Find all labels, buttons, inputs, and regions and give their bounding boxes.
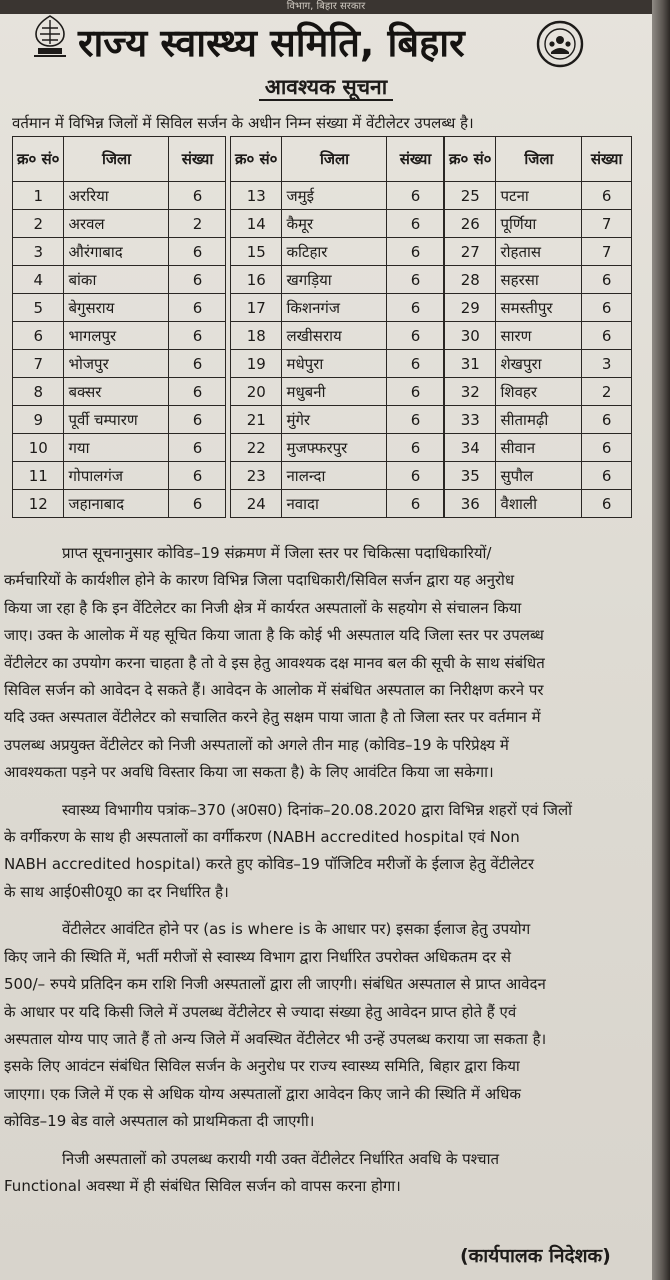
count-cell: 6 bbox=[582, 490, 632, 518]
serial-number-cell: 29 bbox=[445, 294, 496, 322]
paragraph-line: वेंटीलेटर आवंटित होने पर (as is where is के आधार पर) इसका ईलाज हेतु उपयोग bbox=[62, 920, 531, 939]
serial-number-cell: 5 bbox=[13, 294, 64, 322]
paragraph bbox=[0, 1146, 652, 1201]
table-row bbox=[231, 322, 444, 350]
serial-number-cell: 14 bbox=[231, 210, 282, 238]
serial-number-cell: 17 bbox=[231, 294, 282, 322]
table-row bbox=[13, 406, 226, 434]
serial-number-cell: 8 bbox=[13, 378, 64, 406]
col-header-count: संख्या bbox=[582, 137, 632, 182]
district-cell: नवादा bbox=[282, 490, 387, 518]
serial-number-cell: 4 bbox=[13, 266, 64, 294]
count-cell: 6 bbox=[582, 434, 632, 462]
district-cell: बांका bbox=[64, 266, 169, 294]
paragraph bbox=[0, 797, 652, 907]
serial-number-cell: 13 bbox=[231, 182, 282, 210]
table-row bbox=[445, 350, 632, 378]
paragraph-line: Functional अवस्था में ही संबंधित सिविल सर्जन को वापस करना होगा। bbox=[4, 1176, 401, 1195]
paragraph-line: सिविल सर्जन को आवेदन दे सकते हैं। आवेदन के आलोक में संबंधित अस्पताल का निरीक्षण करने पर bbox=[4, 681, 544, 700]
district-cell: खगड़िया bbox=[282, 266, 387, 294]
paragraph-line: NABH accredited hospital) करते हुए कोविड–19 पॉजिटिव मरीजों के ईलाज हेतु वेंटीलेटर bbox=[4, 855, 535, 874]
serial-number-cell: 2 bbox=[13, 210, 64, 238]
count-cell: 6 bbox=[387, 210, 444, 238]
district-cell: मुंगेर bbox=[282, 406, 387, 434]
district-cell: शिवहर bbox=[496, 378, 582, 406]
col-header-serial: क्र० सं० bbox=[13, 137, 64, 182]
district-cell: अरवल bbox=[64, 210, 169, 238]
count-cell: 6 bbox=[387, 406, 444, 434]
serial-number-cell: 23 bbox=[231, 462, 282, 490]
count-cell: 6 bbox=[387, 462, 444, 490]
col-header-district: जिला bbox=[64, 137, 169, 182]
table-row bbox=[231, 294, 444, 322]
paragraph-line: यदि उक्त अस्पताल वेंटीलेटर को सचालित करने हेतु सक्षम पाया जाता है तो जिला स्तर पर वर्तमान में bbox=[4, 708, 541, 727]
district-cell: भागलपुर bbox=[64, 322, 169, 350]
district-cell: शेखपुरा bbox=[496, 350, 582, 378]
serial-number-cell: 35 bbox=[445, 462, 496, 490]
header bbox=[0, 14, 652, 76]
count-cell: 6 bbox=[582, 182, 632, 210]
district-cell: कैमूर bbox=[282, 210, 387, 238]
district-cell: कटिहार bbox=[282, 238, 387, 266]
district-cell: सारण bbox=[496, 322, 582, 350]
page-edge-shadow bbox=[652, 0, 670, 1280]
top-bar: विभाग, बिहार सरकार bbox=[0, 0, 652, 14]
count-cell: 6 bbox=[169, 462, 226, 490]
district-cell: औरंगाबाद bbox=[64, 238, 169, 266]
district-cell: सहरसा bbox=[496, 266, 582, 294]
table-row bbox=[13, 378, 226, 406]
district-cell: सीवान bbox=[496, 434, 582, 462]
table-row bbox=[231, 210, 444, 238]
paragraph-line: के आधार पर यदि किसी जिले में उपलब्ध वेंटीलेटर से ज्यादा संख्या हेतु आवेदन प्राप्त होते हैं एवं bbox=[4, 1002, 517, 1021]
serial-number-cell: 16 bbox=[231, 266, 282, 294]
ventilator-tables bbox=[12, 136, 632, 532]
district-cell: सीतामढ़ी bbox=[496, 406, 582, 434]
serial-number-cell: 3 bbox=[13, 238, 64, 266]
count-cell: 6 bbox=[387, 378, 444, 406]
count-cell: 6 bbox=[387, 322, 444, 350]
serial-number-cell: 25 bbox=[445, 182, 496, 210]
col-header-serial: क्र० सं० bbox=[231, 137, 282, 182]
count-cell: 7 bbox=[582, 210, 632, 238]
count-cell: 6 bbox=[169, 490, 226, 518]
serial-number-cell: 19 bbox=[231, 350, 282, 378]
table-row bbox=[13, 238, 226, 266]
table-header-row bbox=[231, 137, 444, 182]
notice-heading bbox=[0, 74, 652, 100]
serial-number-cell: 15 bbox=[231, 238, 282, 266]
table-row bbox=[231, 434, 444, 462]
district-cell: जहानाबाद bbox=[64, 490, 169, 518]
table-row bbox=[231, 350, 444, 378]
count-cell: 3 bbox=[582, 350, 632, 378]
paragraph bbox=[0, 916, 652, 1135]
table-row bbox=[445, 266, 632, 294]
table-row bbox=[231, 266, 444, 294]
district-cell: गया bbox=[64, 434, 169, 462]
serial-number-cell: 6 bbox=[13, 322, 64, 350]
count-cell: 2 bbox=[169, 210, 226, 238]
paragraph-line: वेंटीलेटर का उपयोग करना चाहता है तो वे इस हेतु आवश्यक दक्ष मानव बल की सूची के साथ संबंधित bbox=[4, 653, 545, 672]
district-table-2 bbox=[230, 136, 444, 518]
count-cell: 6 bbox=[169, 350, 226, 378]
serial-number-cell: 7 bbox=[13, 350, 64, 378]
count-cell: 6 bbox=[387, 490, 444, 518]
district-cell: सुपौल bbox=[496, 462, 582, 490]
paragraph-line: आवश्यकता पड़ने पर अवधि विस्तार किया जा सकता है) के लिए आवंटित किया जा सकेगा। bbox=[4, 763, 494, 782]
notice-heading-text: आवश्यक सूचना bbox=[259, 75, 393, 101]
district-cell: समस्तीपुर bbox=[496, 294, 582, 322]
serial-number-cell: 36 bbox=[445, 490, 496, 518]
table-row bbox=[445, 490, 632, 518]
table-row bbox=[231, 490, 444, 518]
table-row bbox=[13, 266, 226, 294]
table-row bbox=[445, 322, 632, 350]
table-row bbox=[445, 294, 632, 322]
count-cell: 6 bbox=[387, 434, 444, 462]
count-cell: 6 bbox=[169, 406, 226, 434]
paragraph-line: प्राप्त सूचनानुसार कोविड–19 संक्रमण में जिला स्तर पर चिकित्सा पदाधिकारियों/ bbox=[62, 544, 492, 562]
count-cell: 6 bbox=[582, 406, 632, 434]
table-row bbox=[445, 210, 632, 238]
district-cell: अररिया bbox=[64, 182, 169, 210]
district-cell: वैशाली bbox=[496, 490, 582, 518]
table-row bbox=[13, 294, 226, 322]
district-cell: भोजपुर bbox=[64, 350, 169, 378]
count-cell: 6 bbox=[169, 378, 226, 406]
serial-number-cell: 28 bbox=[445, 266, 496, 294]
district-cell: मधेपुरा bbox=[282, 350, 387, 378]
table-row bbox=[13, 182, 226, 210]
table-row bbox=[13, 350, 226, 378]
count-cell: 6 bbox=[169, 266, 226, 294]
district-cell: नालन्दा bbox=[282, 462, 387, 490]
count-cell: 6 bbox=[169, 294, 226, 322]
count-cell: 6 bbox=[169, 182, 226, 210]
table-row bbox=[445, 434, 632, 462]
count-cell: 6 bbox=[582, 462, 632, 490]
serial-number-cell: 9 bbox=[13, 406, 64, 434]
paragraph-line: उपलब्ध अप्रयुक्त वेंटीलेटर को निजी अस्पतालों को अगले तीन माह (कोविड–19 के परिप्रेक्ष्य में bbox=[4, 735, 509, 754]
table-row bbox=[231, 378, 444, 406]
count-cell: 6 bbox=[387, 238, 444, 266]
serial-number-cell: 18 bbox=[231, 322, 282, 350]
count-cell: 6 bbox=[387, 294, 444, 322]
paragraph-line: निजी अस्पतालों को उपलब्ध करायी गयी उक्त वेंटीलेटर निर्धारित अवधि के पश्चात bbox=[62, 1149, 500, 1168]
district-table-3 bbox=[444, 136, 632, 518]
district-cell: गोपालगंज bbox=[64, 462, 169, 490]
count-cell: 6 bbox=[169, 322, 226, 350]
district-cell: रोहतास bbox=[496, 238, 582, 266]
serial-number-cell: 11 bbox=[13, 462, 64, 490]
table-header-row bbox=[445, 137, 632, 182]
table-row bbox=[231, 462, 444, 490]
intro-text: वर्तमान में विभिन्न जिलों में सिविल सर्जन के अधीन निम्न संख्या में वेंटीलेटर उपलब्ध है। bbox=[12, 114, 474, 132]
table-row bbox=[13, 490, 226, 518]
serial-number-cell: 31 bbox=[445, 350, 496, 378]
state-health-society-logo-icon bbox=[536, 20, 584, 68]
paragraph-line: कोविड–19 बेड वाले अस्पताल को प्राथमिकता दी जाएगी। bbox=[4, 1112, 315, 1131]
table-row bbox=[13, 434, 226, 462]
serial-number-cell: 24 bbox=[231, 490, 282, 518]
district-cell: लखीसराय bbox=[282, 322, 387, 350]
paragraph-line: अस्पताल योग्य पाए जाते हैं तो अन्य जिले में अवस्थित वेंटीलेटर भी उन्हें उपलब्ध कराया जा सकता है। bbox=[4, 1029, 547, 1048]
table-row bbox=[13, 322, 226, 350]
paragraph-line: जाएगा। एक जिले में एक से अधिक योग्य अस्पतालों द्वारा आवेदन किए जाने की स्थिति में अधिक bbox=[4, 1084, 521, 1103]
district-cell: जमुई bbox=[282, 182, 387, 210]
table-row bbox=[231, 238, 444, 266]
count-cell: 6 bbox=[387, 182, 444, 210]
count-cell: 6 bbox=[387, 266, 444, 294]
table-row bbox=[13, 210, 226, 238]
count-cell: 7 bbox=[582, 238, 632, 266]
paragraph-line: किया जा रहा है कि इन वेंटिलेटर का निजी क्षेत्र में कार्यरत अस्पतालों के सहयोग से संचालन किया bbox=[4, 598, 522, 617]
serial-number-cell: 34 bbox=[445, 434, 496, 462]
paragraph-line: जाए। उक्त के आलोक में यह सूचित किया जाता है कि कोई भी अस्पताल यदि जिला स्तर पर उपलब्ध bbox=[4, 626, 544, 645]
district-table-1 bbox=[12, 136, 226, 518]
count-cell: 6 bbox=[169, 238, 226, 266]
serial-number-cell: 12 bbox=[13, 490, 64, 518]
table-row bbox=[445, 378, 632, 406]
paragraph-line: 500/– रुपये प्रतिदिन कम राशि निजी अस्पतालों द्वारा ली जाएगी। संबंधित अस्पताल से प्राप्त आवेदन bbox=[4, 975, 546, 994]
serial-number-cell: 20 bbox=[231, 378, 282, 406]
page-title: राज्य स्वास्थ्य समिति, बिहार bbox=[78, 21, 465, 65]
count-cell: 6 bbox=[582, 322, 632, 350]
serial-number-cell: 32 bbox=[445, 378, 496, 406]
paragraph-line: इसके लिए आवंटन संबंधित सिविल सर्जन के अनुरोध पर राज्य स्वास्थ्य समिति, बिहार द्वारा किया bbox=[4, 1057, 520, 1076]
serial-number-cell: 1 bbox=[13, 182, 64, 210]
paragraph-line: के साथ आई0सी0यू0 का दर निर्धारित है। bbox=[4, 882, 229, 901]
count-cell: 6 bbox=[387, 350, 444, 378]
paragraph-line: कर्मचारियों के कार्यशील होने के कारण विभिन्न जिला पदाधिकारी/सिविल सर्जन द्वारा यह अनुरोध bbox=[4, 571, 515, 590]
table-row bbox=[13, 462, 226, 490]
serial-number-cell: 10 bbox=[13, 434, 64, 462]
paragraph bbox=[0, 540, 652, 787]
serial-number-cell: 26 bbox=[445, 210, 496, 238]
count-cell: 6 bbox=[582, 294, 632, 322]
notice-body bbox=[0, 540, 652, 1200]
serial-number-cell: 33 bbox=[445, 406, 496, 434]
table-row bbox=[445, 462, 632, 490]
serial-number-cell: 22 bbox=[231, 434, 282, 462]
district-cell: बक्सर bbox=[64, 378, 169, 406]
paragraph-line: के वर्गीकरण के साथ ही अस्पतालों का वर्गीकरण (NABH accredited hospital एवं Non bbox=[4, 828, 520, 847]
district-cell: पूर्णिया bbox=[496, 210, 582, 238]
bihar-emblem-icon bbox=[30, 14, 70, 58]
district-cell: किशनगंज bbox=[282, 294, 387, 322]
table-row bbox=[445, 238, 632, 266]
count-cell: 6 bbox=[582, 266, 632, 294]
district-cell: मुजफ्फरपुर bbox=[282, 434, 387, 462]
serial-number-cell: 27 bbox=[445, 238, 496, 266]
count-cell: 6 bbox=[169, 434, 226, 462]
district-cell: बेगुसराय bbox=[64, 294, 169, 322]
col-header-district: जिला bbox=[282, 137, 387, 182]
paragraph-line: किए जाने की स्थिति में, भर्ती मरीजों से स्वास्थ्य विभाग द्वारा निर्धारित उपरोक्त अधिकतम दर से bbox=[4, 947, 512, 966]
table-row bbox=[231, 406, 444, 434]
col-header-count: संख्या bbox=[169, 137, 226, 182]
district-cell: पूर्वी चम्पारण bbox=[64, 406, 169, 434]
table-row bbox=[231, 182, 444, 210]
serial-number-cell: 21 bbox=[231, 406, 282, 434]
signature: (कार्यपालक निदेशक) bbox=[460, 1245, 611, 1267]
district-cell: मधुबनी bbox=[282, 378, 387, 406]
col-header-count: संख्या bbox=[387, 137, 444, 182]
col-header-district: जिला bbox=[496, 137, 582, 182]
table-header-row bbox=[13, 137, 226, 182]
table-row bbox=[445, 406, 632, 434]
count-cell: 2 bbox=[582, 378, 632, 406]
serial-number-cell: 30 bbox=[445, 322, 496, 350]
col-header-serial: क्र० सं० bbox=[445, 137, 496, 182]
paragraph-line: स्वास्थ्य विभागीय पत्रांक–370 (अ0स0) दिनांक–20.08.2020 द्वारा विभिन्न शहरों एवं जिलों bbox=[62, 800, 572, 819]
district-cell: पटना bbox=[496, 182, 582, 210]
table-row bbox=[445, 182, 632, 210]
